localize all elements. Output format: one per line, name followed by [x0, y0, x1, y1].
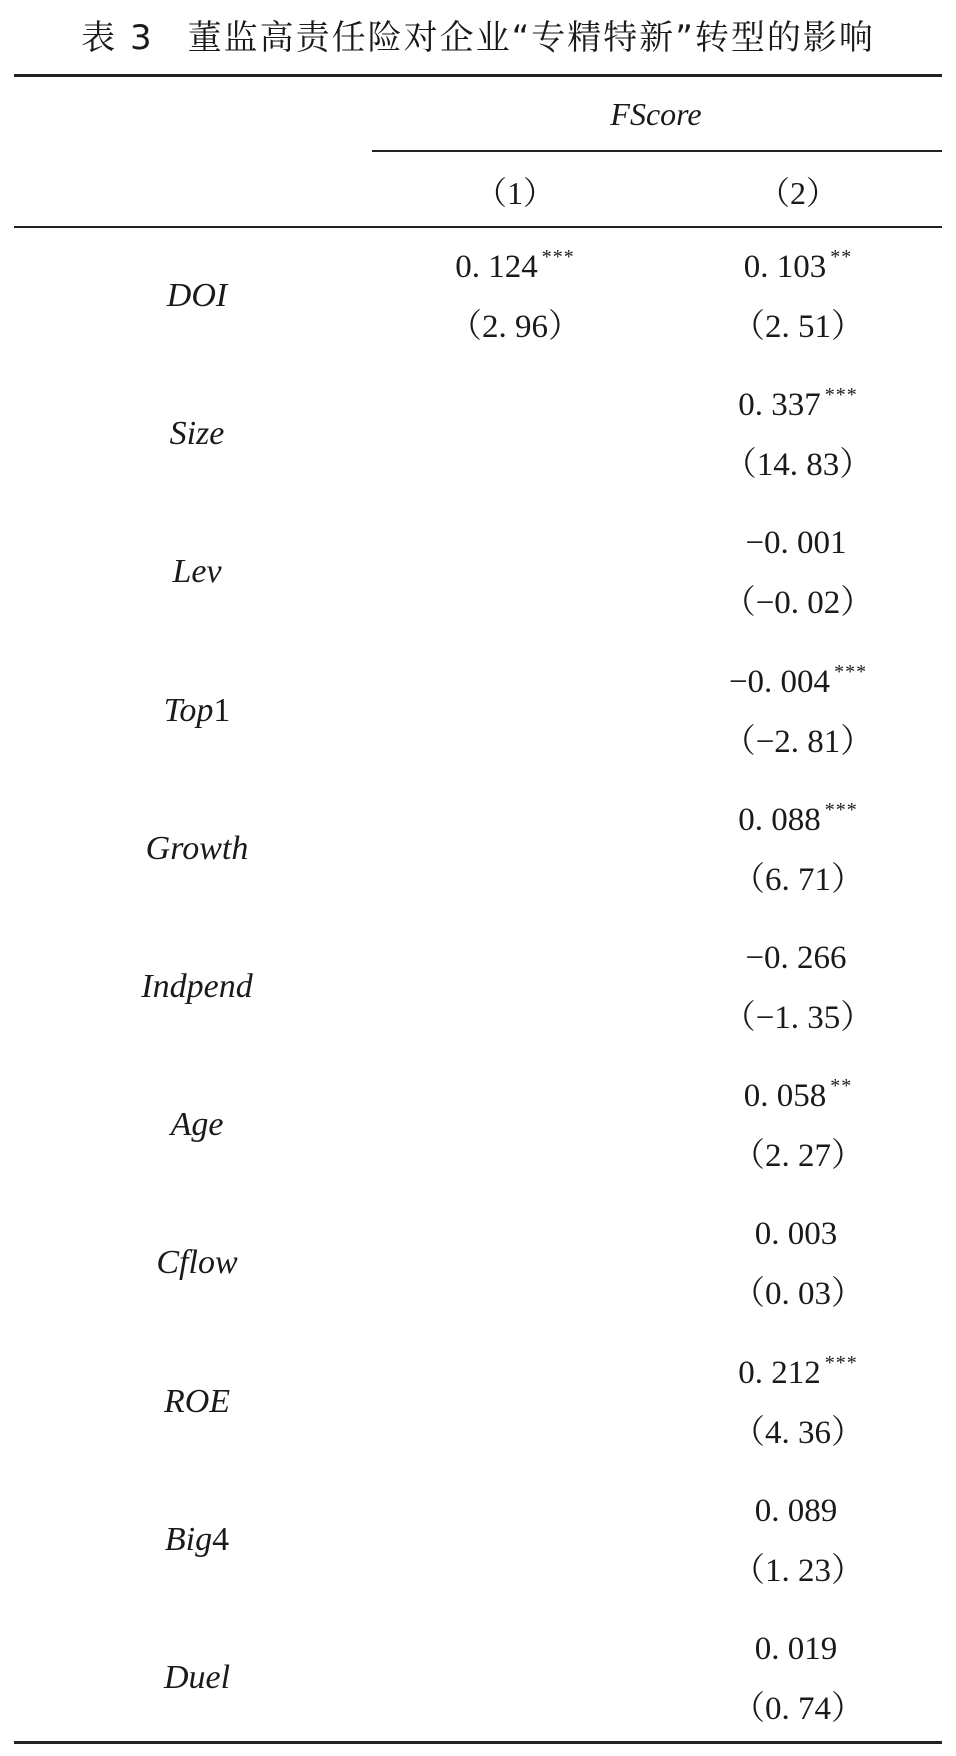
variable-name — [72, 415, 322, 453]
coefficient-col-1 — [370, 1075, 660, 1115]
t-statistic-col-2: （14. 83） — [723, 447, 873, 484]
t-statistic-col-2: （−1. 35） — [722, 1000, 874, 1036]
coefficient-col-2 — [653, 799, 943, 839]
t-statistic-col-2: （1. 23） — [732, 1552, 864, 1589]
table-row — [0, 1616, 956, 1754]
t-statistic-col-2: （6. 71） — [732, 861, 864, 898]
bottom-rule — [14, 1741, 942, 1744]
header-bottom-rule — [14, 226, 942, 228]
coefficient-value: 0. 124 — [455, 249, 538, 285]
coefficient-col-1 — [370, 799, 660, 839]
table-row — [0, 925, 956, 1063]
coefficient-col-2 — [653, 1213, 943, 1253]
coefficient-col-1 — [370, 384, 660, 424]
coefficient-col-1 — [370, 522, 660, 562]
table-caption — [0, 10, 956, 59]
coefficient-value: 0. 003 — [754, 1216, 838, 1253]
variable-name-suffix: 1 — [213, 691, 231, 729]
coefficient-col-2 — [653, 1075, 943, 1115]
coefficient-col-2 — [653, 661, 943, 701]
header-span-rule — [372, 150, 942, 152]
coefficient-col-2 — [653, 384, 943, 424]
table-row — [0, 787, 956, 925]
coefficient-col-2 — [653, 1490, 943, 1530]
column-header-2: （2） — [757, 175, 838, 211]
t-statistic-col-2: （−0. 02） — [722, 585, 874, 622]
variable-name — [72, 1659, 322, 1697]
variable-name-text: Top — [163, 691, 214, 729]
t-statistic-col-1: （2. 96） — [449, 309, 581, 345]
variable-name — [72, 1521, 322, 1559]
coefficient-col-1 — [370, 1352, 660, 1392]
table-row — [0, 649, 956, 787]
coefficient-value: −0. 004 — [728, 663, 831, 700]
table-row — [0, 1478, 956, 1616]
significance-stars: *** — [824, 798, 858, 821]
coefficient-col-1 — [370, 937, 660, 977]
significance-stars: *** — [824, 384, 858, 407]
significance-stars: *** — [541, 246, 575, 268]
coefficient-col-2 — [653, 246, 943, 286]
coefficient-col-2 — [653, 1628, 943, 1668]
coefficient-col-1 — [370, 661, 660, 701]
variable-name — [72, 1383, 322, 1421]
variable-name-text: ROE — [163, 1382, 231, 1420]
variable-name — [72, 692, 322, 730]
variable-name-text: Lev — [172, 553, 222, 591]
variable-name — [72, 1106, 322, 1144]
table-row — [0, 234, 956, 372]
coefficient-value: 0. 337 — [738, 387, 821, 424]
coefficient-col-1 — [370, 246, 660, 286]
significance-stars: ** — [830, 246, 853, 268]
variable-name-text: Age — [170, 1106, 224, 1144]
t-statistic-col-2: （0. 03） — [732, 1276, 864, 1313]
variable-name — [72, 277, 322, 315]
t-statistic-col-2: （2. 27） — [732, 1138, 864, 1175]
coefficient-col-1 — [370, 1213, 660, 1253]
top-rule — [14, 74, 942, 77]
coefficient-col-2 — [653, 937, 943, 977]
variable-name — [72, 553, 322, 591]
variable-name-text: Growth — [145, 829, 249, 867]
t-statistic-col-2: （0. 74） — [732, 1691, 864, 1727]
significance-stars: ** — [830, 1075, 853, 1098]
variable-name-text: Duel — [163, 1659, 231, 1696]
table-row — [0, 372, 956, 510]
table-row — [0, 1340, 956, 1478]
variable-name — [72, 968, 322, 1006]
variable-name — [72, 830, 322, 868]
coefficient-value: 0. 212 — [738, 1354, 821, 1391]
variable-name-text: Size — [169, 415, 225, 453]
coefficient-value: 0. 019 — [754, 1631, 838, 1667]
table-number: 表 3 — [81, 18, 154, 58]
t-statistic-col-2: （2. 51） — [732, 309, 864, 345]
variable-name-text: Big — [164, 1520, 213, 1558]
coefficient-value: −0. 001 — [745, 525, 847, 562]
variable-name — [72, 1244, 322, 1282]
dependent-variable-header: FScore — [610, 96, 702, 132]
coefficient-value: 0. 103 — [743, 249, 827, 285]
table-row — [0, 1063, 956, 1201]
coefficient-value: 0. 058 — [743, 1078, 827, 1115]
variable-name-text: DOI — [166, 277, 228, 314]
coefficient-col-1 — [370, 1628, 660, 1668]
coefficient-value: −0. 266 — [745, 940, 847, 976]
variable-name-text: Indpend — [141, 968, 253, 1005]
table-row — [0, 1201, 956, 1339]
coefficient-value: 0. 088 — [738, 801, 821, 838]
t-statistic-col-2: （4. 36） — [732, 1414, 864, 1451]
variable-name-suffix: 4 — [212, 1520, 230, 1558]
table-title: 董监高责任险对企业“专精特新”转型的影响 — [187, 18, 875, 58]
column-header-1: （1） — [474, 175, 555, 211]
coefficient-col-1 — [370, 1490, 660, 1530]
significance-stars: *** — [834, 660, 868, 683]
coefficient-value: 0. 089 — [754, 1492, 838, 1529]
table-row — [0, 510, 956, 648]
significance-stars: *** — [824, 1351, 858, 1374]
coefficient-col-2 — [653, 522, 943, 562]
coefficient-col-2 — [653, 1352, 943, 1392]
t-statistic-col-2: （−2. 81） — [722, 723, 874, 760]
variable-name-text: Cflow — [156, 1244, 238, 1282]
